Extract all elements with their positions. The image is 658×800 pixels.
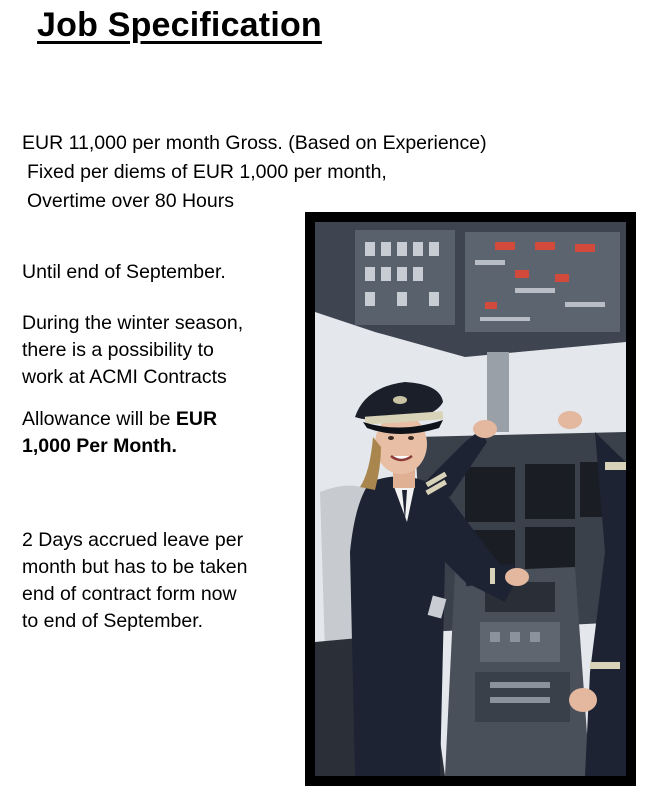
salary-line-2: Fixed per diems of EUR 1,000 per month, xyxy=(27,161,387,183)
allowance-amount-part1: EUR xyxy=(175,408,218,430)
allowance-amount-part2: 1,000 Per Month. xyxy=(22,435,177,457)
winter-line-1: During the winter season, xyxy=(22,312,244,334)
winter-line-2: there is a possibility to xyxy=(22,339,214,361)
salary-line-3: Overtime over 80 Hours xyxy=(27,190,234,212)
page-title: Job Specification xyxy=(37,6,322,44)
cockpit-illustration xyxy=(315,222,626,776)
cockpit-pilot-photo xyxy=(315,222,626,776)
leave-line-2: month but has to be taken xyxy=(22,556,248,578)
allowance-prefix: Allowance will be xyxy=(22,408,176,430)
leave-line-3: end of contract form now xyxy=(22,583,237,605)
contract-until-text: Until end of September. xyxy=(22,261,226,283)
leave-line-4: to end of September. xyxy=(22,610,204,632)
winter-line-3: work at ACMI Contracts xyxy=(22,366,227,388)
leave-line-1: 2 Days accrued leave per xyxy=(22,529,244,551)
salary-line-1: EUR 11,000 per month Gross. (Based on Experience) xyxy=(22,132,487,154)
cockpit-photo-frame xyxy=(305,212,636,786)
allowance-line-1 xyxy=(22,406,217,433)
